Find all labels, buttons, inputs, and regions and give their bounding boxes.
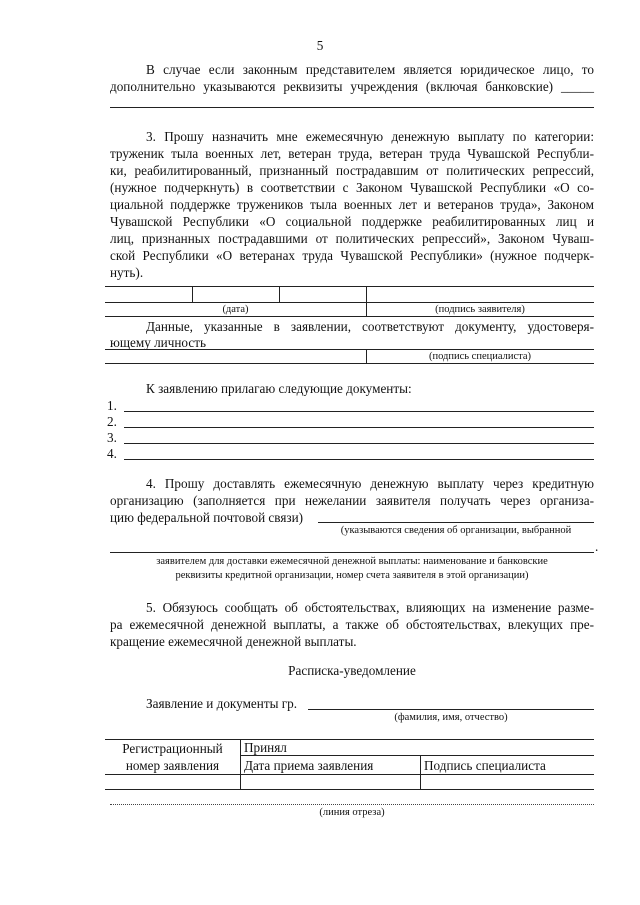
attachment-field-1[interactable]	[124, 411, 594, 412]
section3-line-4: (нужное подчеркнуть) в соответствии с Законом Чувашской Республики «О со-	[110, 180, 594, 195]
date-grid-bottom-line	[105, 316, 594, 317]
receipt-table-bottom	[105, 789, 594, 790]
section3-line-8: ской Республики «О ветеранах труда Чувашской Республики» (нужное подчерк-	[110, 248, 594, 263]
cut-line	[110, 804, 594, 805]
section3-line-9: нуть).	[110, 265, 144, 280]
verification-line-1: Данные, указанные в заявлении, соответствуют документу, удостоверя-	[146, 319, 594, 334]
legal-rep-fill-line[interactable]	[110, 107, 594, 108]
attachment-field-2[interactable]	[124, 427, 594, 428]
verification-bottom-line	[105, 363, 594, 364]
credit-org-field-1[interactable]	[318, 522, 594, 523]
reg-number-header-line-2: номер заявления	[125, 758, 220, 773]
applicant-name-field[interactable]	[308, 709, 594, 710]
section3-line-2: труженик тыла военных лет, ветеран труда, ветеран труда Чувашской Республи-	[110, 146, 594, 161]
legal-rep-line-1: В случае если законным представителем является юридическое лицо, то	[146, 62, 594, 77]
section3-line-5: циальной поддержке тружеников тыла военных лет и ветеранов труда», Законом	[110, 197, 594, 212]
section4-line-2: организацию (заполняется при нежелании заявителя получать через организа-	[110, 493, 594, 508]
date-cell-divider-2	[279, 286, 280, 302]
page-number: 5	[316, 38, 324, 53]
date-caption: (дата)	[222, 304, 249, 315]
receipt-table-accepted-underline	[240, 755, 594, 756]
verification-line-2: ющему личность	[110, 335, 206, 350]
credit-org-caption-1: (указываются сведения об организации, выбранной	[340, 525, 572, 536]
applicant-signature-caption: (подпись заявителя)	[435, 304, 525, 315]
attachment-number-1: 1.	[107, 398, 117, 413]
attachment-field-4[interactable]	[124, 459, 594, 460]
cut-line-caption: (линия отреза)	[319, 807, 385, 818]
section3-line-7: лиц, признанных пострадавшими от политических репрессий», Законом Чуваш-	[110, 231, 594, 246]
section3-line-1: 3. Прошу назначить мне ежемесячную денежную выплату по категории:	[146, 129, 594, 144]
date-received-header: Дата приема заявления	[244, 758, 374, 773]
credit-org-caption-3: реквизиты кредитной организации, номер счета заявителя в этой организации)	[175, 570, 529, 581]
attachment-number-2: 2.	[107, 414, 117, 429]
applicant-label: Заявление и документы гр.	[146, 696, 298, 711]
applicant-name-caption: (фамилия, имя, отчество)	[394, 712, 508, 723]
section5-line-3: кращение ежемесячной денежной выплаты.	[110, 634, 357, 649]
credit-org-field-2[interactable]	[110, 552, 594, 553]
attachment-number-3: 3.	[107, 430, 117, 445]
attachment-field-3[interactable]	[124, 443, 594, 444]
specialist-signature-header: Подпись специалиста	[424, 758, 546, 773]
section3-line-3: ки, реабилитированный, признанный пострадавшим от политических репрессий,	[110, 163, 594, 178]
credit-org-end-dot: .	[595, 539, 599, 554]
section4-line-3: цию федеральной почтовой связи)	[110, 510, 304, 525]
reg-number-cell[interactable]	[106, 775, 239, 788]
date-received-cell[interactable]	[241, 775, 419, 788]
reg-number-header-line-1: Регистрационный	[122, 741, 223, 756]
specialist-signature-cell[interactable]	[421, 775, 593, 788]
date-cell-divider-1	[192, 286, 193, 302]
section5-line-1: 5. Обязуюсь сообщать об обстоятельствах, влияющих на изменение разме-	[146, 600, 594, 615]
section3-line-6: Чувашской Республики «О социальной поддержке реабилитированных лиц и	[110, 214, 594, 229]
date-grid-top-line	[105, 286, 594, 287]
legal-rep-line-2: дополнительно указываются реквизиты учреждения (включая банковские) _____	[110, 79, 594, 94]
receipt-title: Расписка-уведомление	[288, 663, 416, 678]
section5-line-2: ра ежемесячной денежной выплаты, а также об обстоятельствах, влекущих пре-	[110, 617, 594, 632]
attachment-number-4: 4.	[107, 446, 117, 461]
accepted-header: Принял	[244, 740, 287, 755]
credit-org-caption-2: заявителем для доставки ежемесячной денежной выплаты: наименование и банковские	[156, 556, 548, 567]
specialist-signature-caption: (подпись специалиста)	[428, 351, 532, 362]
section4-line-1: 4. Прошу доставлять ежемесячную денежную выплату через кредитную	[146, 476, 594, 491]
attachments-heading: К заявлению прилагаю следующие документы:	[146, 381, 412, 396]
